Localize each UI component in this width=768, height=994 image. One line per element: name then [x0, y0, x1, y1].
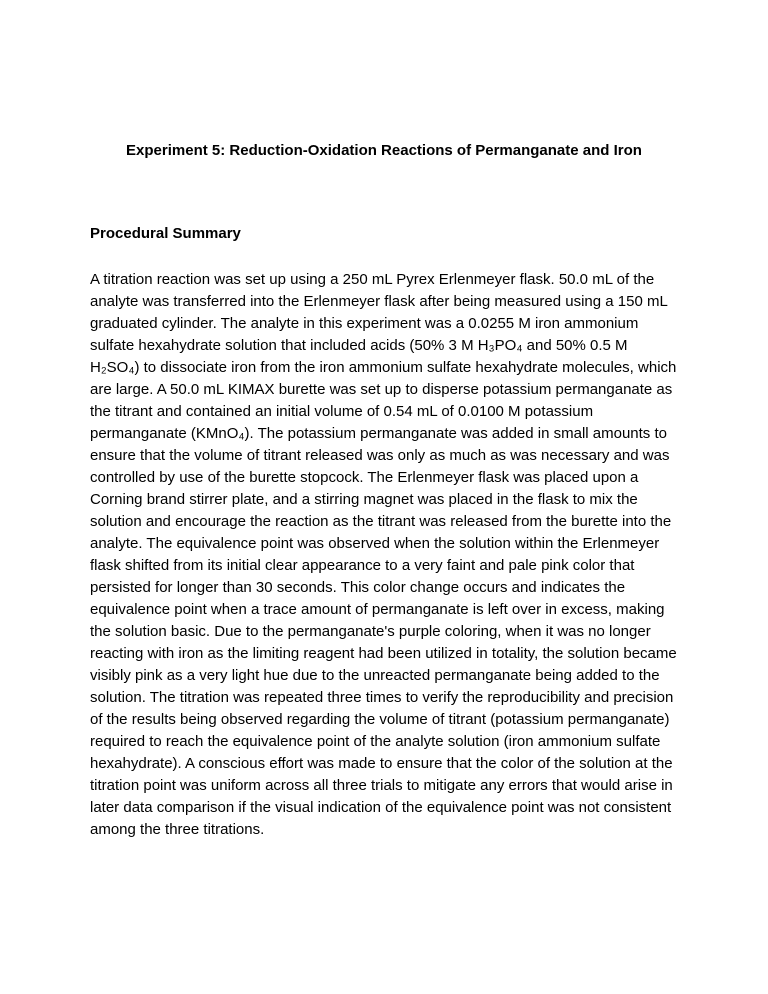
- section-heading-procedural-summary: Procedural Summary: [90, 225, 241, 242]
- body-paragraph: A titration reaction was set up using a 250 mL Pyrex Erlenmeyer flask. 50.0 mL of the analyte was transferred into the Erlenmeyer flask after being measured using a 150 mL graduated cylinder. The analyte in this experiment was a 0.0255 M iron ammonium sulfate hexahydrate solution that included acids (50% 3 M H₃PO₄ and 50% 0.5 M H₂SO₄) to dissociate iron from the iron ammonium sulfate hexahydrate molecules, which are large. A 50.0 mL KIMAX burette was set up to disperse potassium permanganate as the titrant and contained an initial volume of 0.54 mL of 0.0100 M potassium permanganate (KMnO₄). The potassium permanganate was added in small amounts to ensure that the volume of titrant released was only as much as was necessary and was controlled by use of the burette stopcock. The Erlenmeyer flask was placed upon a Corning brand stirrer plate, and a stirring magnet was placed in the flask to mix the solution and encourage the reaction as the titrant was released from the burette into the analyte. The equivalence point was observed when the solution within the Erlenmeyer flask shifted from its initial clear appearance to a very faint and pale pink color that persisted for longer than 30 seconds. This color change occurs and indicates the equivalence point when a trace amount of permanganate is left over in excess, making the solution basic. Due to the permanganate's purple coloring, when it was no longer reacting with iron as the limiting reagent had been utilized in totality, the solution became visibly pink as a very light hue due to the unreacted permanganate being added to the solution. The titration was repeated three times to verify the reproducibility and precision of the results being observed regarding the volume of titrant (potassium permanganate) required to reach the equivalence point of the analyte solution (iron ammonium sulfate hexahydrate). A conscious effort was made to ensure that the color of the solution at the titration point was uniform across all three trials to mitigate any errors that would arise in later data comparison if the visual indication of the equivalence point was not consistent among the three titrations.: [90, 271, 677, 838]
- document-title: Experiment 5: Reduction-Oxidation Reactions of Permanganate and Iron: [126, 142, 642, 159]
